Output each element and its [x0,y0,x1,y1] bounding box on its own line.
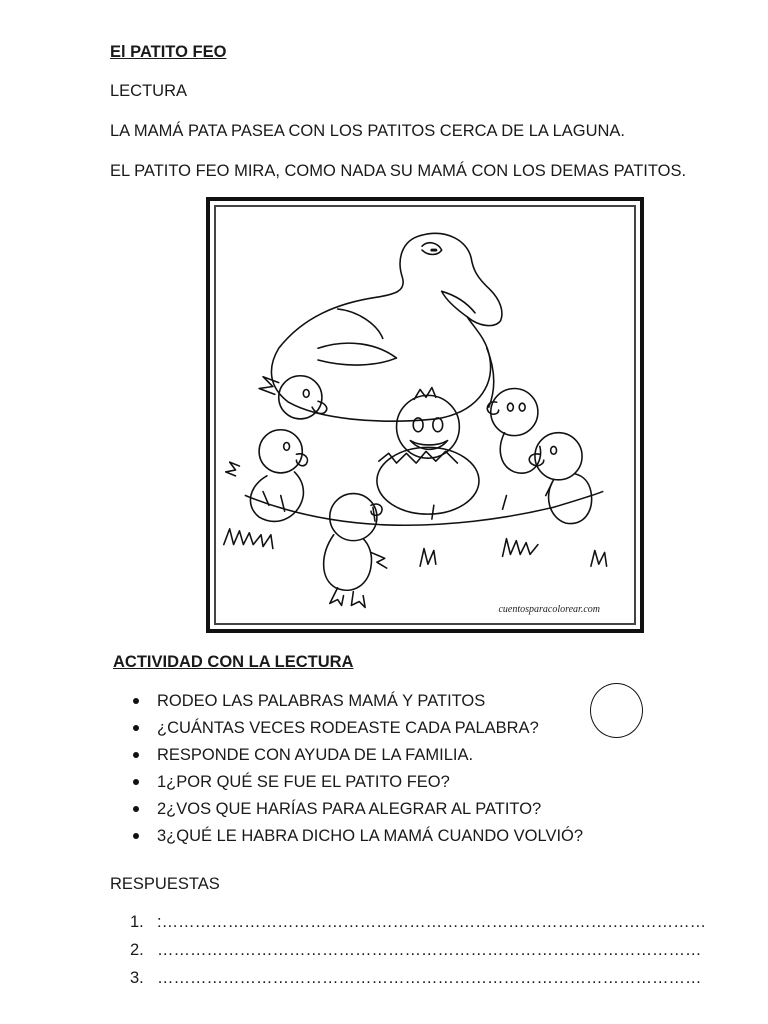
activity-item: RODEO LAS PALABRAS MAMÁ Y PATITOS [130,691,583,718]
answer-line-3[interactable] [130,968,706,996]
activity-list [130,691,583,853]
activity-item: 3¿QUÉ LE HABRA DICHO LA MAMÁ CUANDO VOLVIÓ? [130,826,583,853]
activity-title: ACTIVIDAD CON LA LECTURA [113,653,354,671]
reading-line-2: EL PATITO FEO MIRA, COMO NADA SU MAMÁ CON LOS DEMAS PATITOS. [110,162,687,180]
duck-family-illustration [206,197,644,633]
answer-blank[interactable]: ……………………………………………………………………………………… [157,941,702,959]
answer-blank[interactable]: :……………………………………………………………………………………… [157,913,707,931]
answer-line-2[interactable] [130,940,706,968]
answers-list [130,912,706,996]
activity-item: ¿CUÁNTAS VECES RODEASTE CADA PALABRA? [130,718,583,745]
illustration-watermark: cuentosparacolorear.com [498,604,600,615]
activity-item: RESPONDE CON AYUDA DE LA FAMILIA. [130,745,583,772]
answer-blank[interactable]: ……………………………………………………………………………………… [157,969,702,987]
worksheet-title: El PATITO FEO [110,43,227,61]
section-label-lectura: LECTURA [110,82,188,100]
answer-line-1[interactable] [130,912,706,940]
activity-item: 1¿POR QUÉ SE FUE EL PATITO FEO? [130,772,583,799]
reading-line-1: LA MAMÁ PATA PASEA CON LOS PATITOS CERCA DE LA LAGUNA. [110,122,626,140]
duck-family-coloring-icon [210,201,640,629]
answer-number: 2. [130,941,144,959]
answers-label: RESPUESTAS [110,875,220,893]
activity-item: 2¿VOS QUE HARÍAS PARA ALEGRAR AL PATITO? [130,799,583,826]
answer-number: 1. [130,913,144,931]
empty-circle-shape [590,683,643,738]
answer-number: 3. [130,969,144,987]
